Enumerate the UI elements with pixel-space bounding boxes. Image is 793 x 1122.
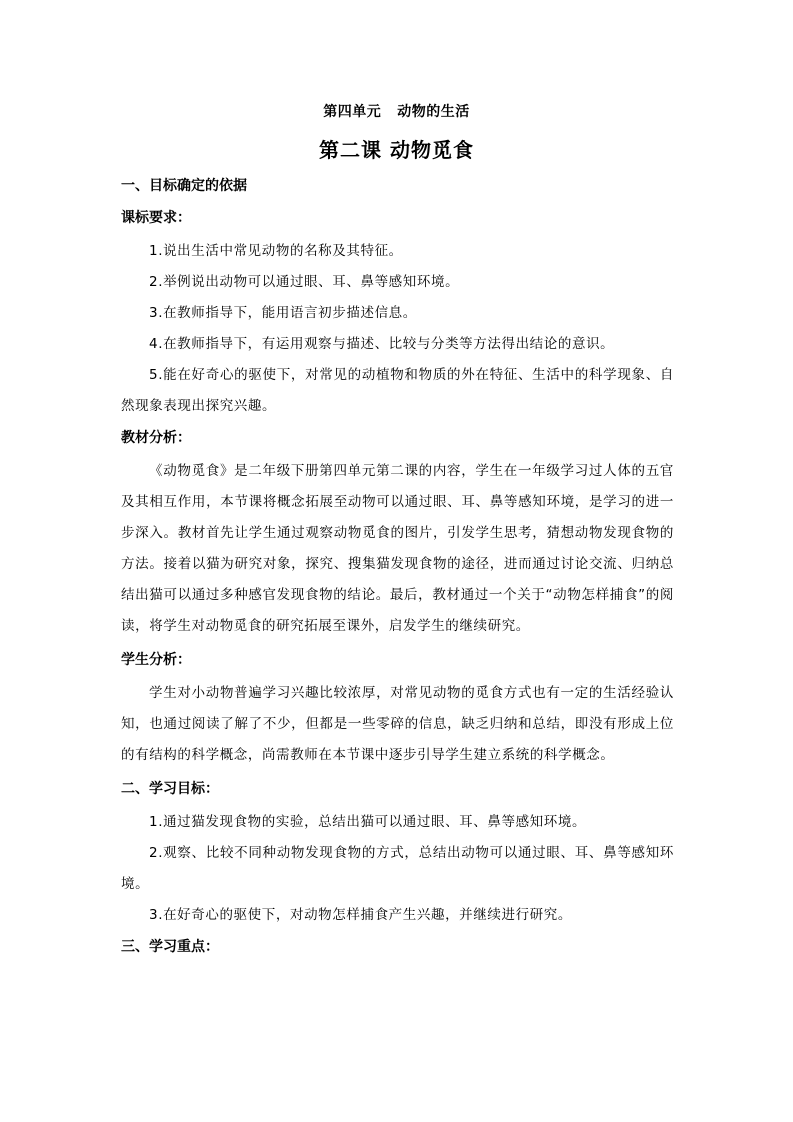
student-analysis xyxy=(121,646,674,771)
list-item: 4.在教师指导下，有运用观察与描述、比较与分类等方法得出结论的意识。 xyxy=(149,336,615,352)
list-item: 1.说出生活中常见动物的名称及其特征。 xyxy=(149,243,403,259)
unit-label: 第四单元 xyxy=(323,104,382,120)
students-paragraph: 学生对小动物普遍学习兴趣比较浓厚，对常见动物的觅食方式也有一定的生活经验认知，也通过阅读了解了不少，但都是一些零碎的信息，缺乏归纳和总结，即没有形成上位的有结构的科学概念，尚需教师在本节课中逐步引导学生建立系统的科学概念。 xyxy=(121,685,674,763)
section-heading-objectives: 二、学习目标： xyxy=(121,781,219,797)
list-item: 5.能在好奇心的驱使下，对常见的动植物和物质的外在特征、生活中的科学现象、自然现象表现出探究兴趣。 xyxy=(121,367,674,414)
textbook-paragraph: 《动物觅食》是二年级下册第四单元第二课的内容，学生在一年级学习过人体的五官及其相互作用，本节课将概念拓展至动物可以通过眼、耳、鼻等感知环境，是学习的进一步深入。教材首先让学生通过观察动物觅食的图片，引发学生思考，猜想动物发现食物的方法。接着以猫为研究对象，探究、搜集猫发现食物的途径，进而通过讨论交流、归纳总结出猫可以通过多种感官发现食物的结论。最后，教材通过一个关于“动物怎样捕食”的阅读，将学生对动物觅食的研究拓展至课外，启发学生的继续研究。 xyxy=(121,463,674,634)
lesson-title: 第二课 动物觅食 xyxy=(319,138,474,162)
section-heading-basis: 一、目标确定的依据 xyxy=(121,178,247,194)
curriculum-label: 课标要求： xyxy=(121,210,191,226)
list-item: 3.在好奇心的驱使下，对动物怎样捕食产生兴趣，并继续进行研究。 xyxy=(149,907,572,923)
textbook-label: 教材分析： xyxy=(121,430,191,446)
unit-title xyxy=(0,101,793,121)
section-heading-key-points: 三、学习重点： xyxy=(121,939,219,955)
document-body xyxy=(121,172,674,965)
curriculum-requirements xyxy=(121,204,674,422)
textbook-analysis xyxy=(121,424,674,642)
list-item: 1.通过猫发现食物的实验，总结出猫可以通过眼、耳、鼻等感知环境。 xyxy=(149,814,587,830)
students-label: 学生分析： xyxy=(121,652,191,668)
list-item: 2.观察、比较不同种动物发现食物的方式，总结出动物可以通过眼、耳、鼻等感知环境。 xyxy=(121,845,674,892)
learning-objectives xyxy=(121,775,674,931)
list-item: 2.举例说出动物可以通过眼、耳、鼻等感知环境。 xyxy=(149,274,460,290)
unit-name: 动物的生活 xyxy=(397,104,470,120)
list-item: 3.在教师指导下，能用语言初步描述信息。 xyxy=(149,305,417,321)
